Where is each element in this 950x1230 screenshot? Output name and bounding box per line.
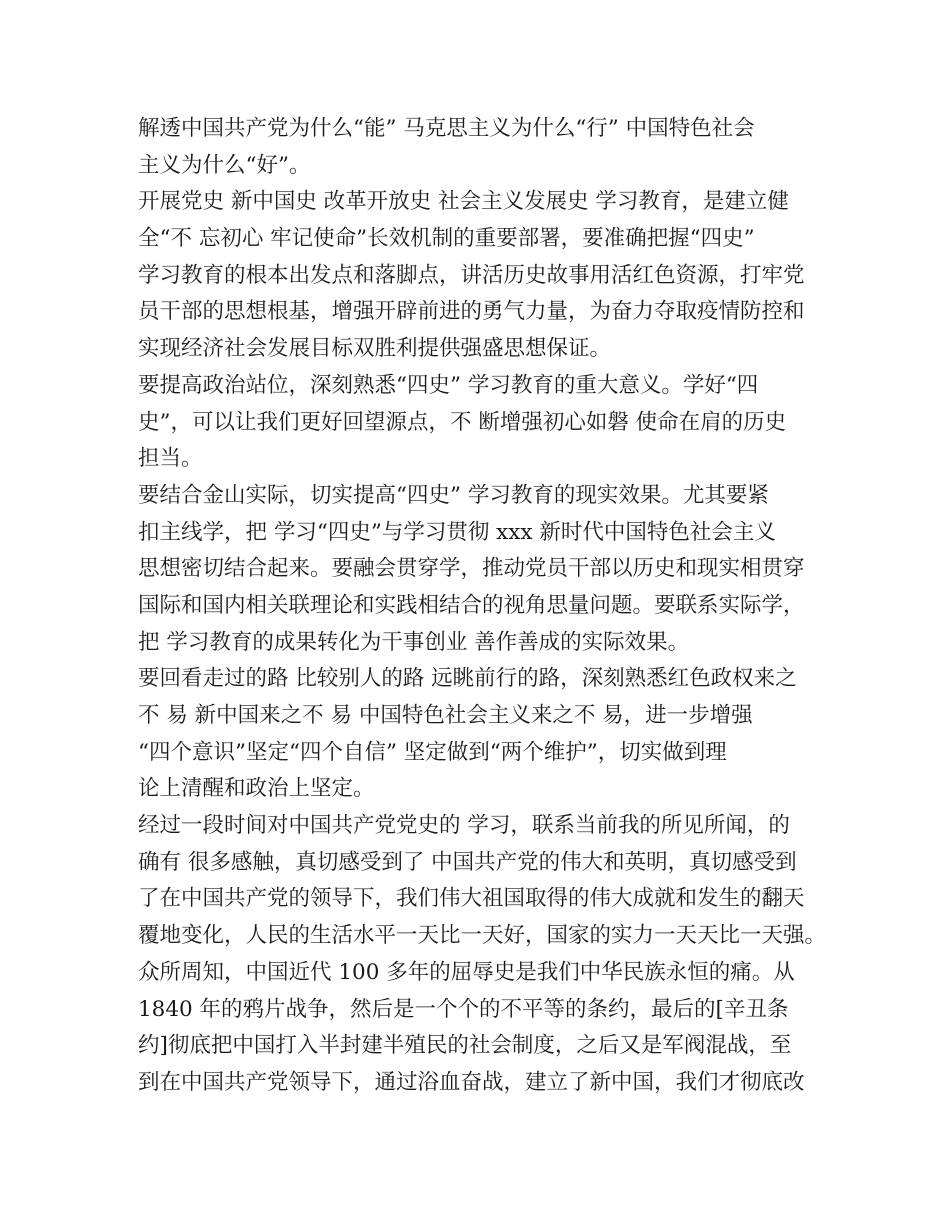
text-line: 扣主线学，把 学习“四史”与学习贯彻 xxx 新时代中国特色社会主义 <box>138 519 776 545</box>
text-line: 覆地变化，人民的生活水平一天比一天好，国家的实力一天天比一天强。 <box>138 923 827 949</box>
text-line: 员干部的思想根基，增强开辟前进的勇气力量，为奋力夺取疫情防控和 <box>138 299 805 325</box>
text-line: 主义为什么“好”。 <box>138 152 311 178</box>
text-line: 要结合金山实际，切实提高“四史” 学习教育的现实效果。尤其要紧 <box>138 482 769 508</box>
text-line: 把 学习教育的成果转化为干事创业 善作善成的实际效果。 <box>138 629 690 655</box>
text-line: 了在中国共产党的领导下，我们伟大祖国取得的伟大成就和发生的翻天 <box>138 886 805 912</box>
text-line: 解透中国共产党为什么“能” 马克思主义为什么“行” 中国特色社会 <box>138 116 755 141</box>
text-line: 1840 年的鸦片战争，然后是一个个的不平等的条约，最后的[辛丑条 <box>138 996 789 1022</box>
text-line: 国际和国内相关联理论和实践相结合的视角思量问题。要联系实际学， <box>138 592 805 618</box>
text-line: 确有 很多感触，真切感受到了 中国共产党的伟大和英明，真切感受到 <box>138 849 797 875</box>
text-line: 思想密切结合起来。要融会贯穿学，推动党员干部以历史和现实相贯穿 <box>138 556 805 582</box>
text-line: 要回看走过的路 比较别人的路 远眺前行的路，深刻熟悉红色政权来之 <box>138 666 797 692</box>
text-line: 到在中国共产党领导下，通过浴血奋战，建立了新中国，我们才彻底改 <box>138 1069 805 1095</box>
text-line: 开展党史 新中国史 改革开放史 社会主义发展史 学习教育，是建立健 <box>138 189 789 215</box>
text-line: 论上清醒和政治上坚定。 <box>138 776 375 802</box>
text-line: 全“不 忘初心 牢记使命”长效机制的重要部署，要准确把握“四史” <box>138 226 755 252</box>
text-line: 学习教育的根本出发点和落脚点，讲活历史故事用活红色资源，打牢党 <box>138 262 805 288</box>
text-line: 要提高政治站位，深刻熟悉“四史” 学习教育的重大意义。学好“四 <box>138 372 759 398</box>
text-line: 经过一段时间对中国共产党党史的 学习，联系当前我的所见所闻，的 <box>138 813 790 839</box>
text-line: 不 易 新中国来之不 易 中国特色社会主义来之不 易，进一步增强 <box>138 703 753 728</box>
text-line: “四个意识”坚定“四个自信” 坚定做到“两个维护”，切实做到理 <box>138 739 727 765</box>
text-line: 担当。 <box>138 446 203 472</box>
document-body <box>138 111 828 1102</box>
text-line: 实现经济社会发展目标双胜利提供强盛思想保证。 <box>138 336 612 362</box>
text-line: 约]彻底把中国打入半封建半殖民的社会制度，之后又是军阀混战，至 <box>138 1033 792 1059</box>
text-line: 众所周知，中国近代 100 多年的屈辱史是我们中华民族永恒的痛。从 <box>138 959 795 985</box>
text-line: 史”，可以让我们更好回望源点，不 断增强初心如磐 使命在肩的历史 <box>138 409 787 435</box>
